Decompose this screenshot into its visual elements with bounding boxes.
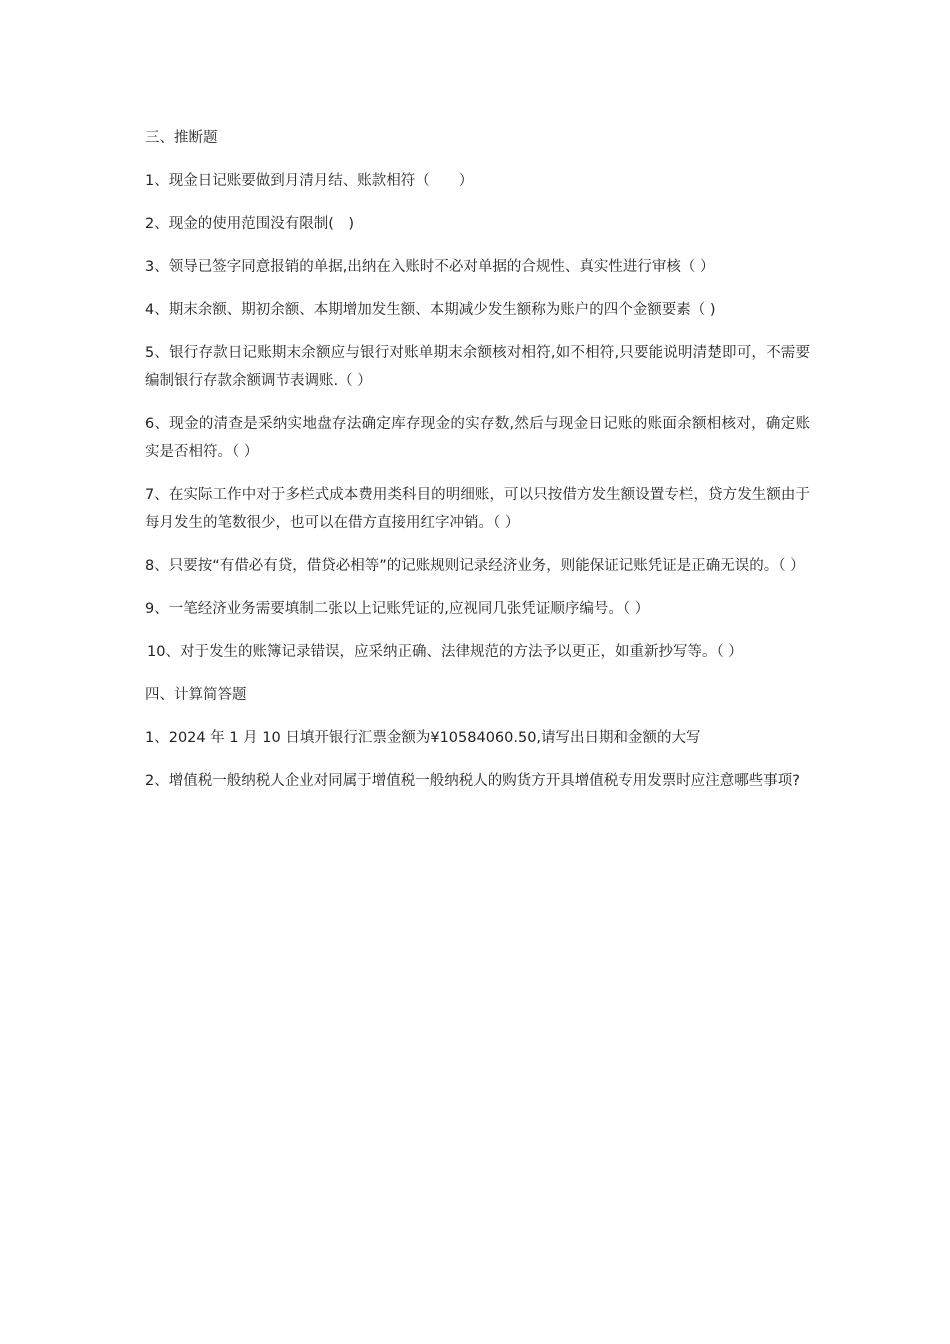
question-item: 1、现金日记账要做到月清月结、账款相符（ ）: [145, 173, 474, 189]
question-item: 4、期末余额、期初余额、本期增加发生额、本期减少发生额称为账户的四个金额要素（ ): [145, 302, 716, 318]
question-item: 5、银行存款日记账期末余额应与银行对账单期末余额核对相符,如不相符,只要能说明清楚即可，不需要编制银行存款余额调节表调账.（ ）: [145, 345, 810, 389]
question-item: 10、对于发生的账簿记录错误，应采纳正确、法律规范的方法予以更正，如重新抄写等。（ ）: [147, 644, 743, 660]
section-title-calculation: 四、计算简答题: [145, 687, 247, 703]
question-item: 2、增值税一般纳税人企业对同属于增值税一般纳税人的购货方开具增值税专用发票时应注意哪些事项?: [145, 773, 800, 789]
question-item: 7、在实际工作中对于多栏式成本费用类科目的明细账，可以只按借方发生额设置专栏，贷方发生额由于每月发生的笔数很少，也可以在借方直接用红字冲销。（ ）: [145, 487, 810, 531]
question-item: 2、现金的使用范围没有限制( ): [145, 216, 355, 232]
question-item: 8、只要按“有借必有贷，借贷必相等”的记账规则记录经济业务，则能保证记账凭证是正确无误的。（ ）: [145, 558, 805, 574]
question-item: 3、领导已签字同意报销的单据,出纳在入账时不必对单据的合规性、真实性进行审核（ ）: [145, 259, 715, 275]
question-item: 1、2024 年 1 月 10 日填开银行汇票金额为¥10584060.50,请写出日期和金额的大写: [145, 730, 701, 746]
document-content: [145, 124, 810, 810]
section-title-judgement: 三、推断题: [145, 130, 218, 146]
question-item: 6、现金的清查是采纳实地盘存法确定库存现金的实存数,然后与现金日记账的账面余额相核对，确定账实是否相符。（ ）: [145, 416, 810, 460]
question-item: 9、一笔经济业务需要填制二张以上记账凭证的,应视同几张凭证顺序编号。（ ）: [145, 601, 650, 617]
